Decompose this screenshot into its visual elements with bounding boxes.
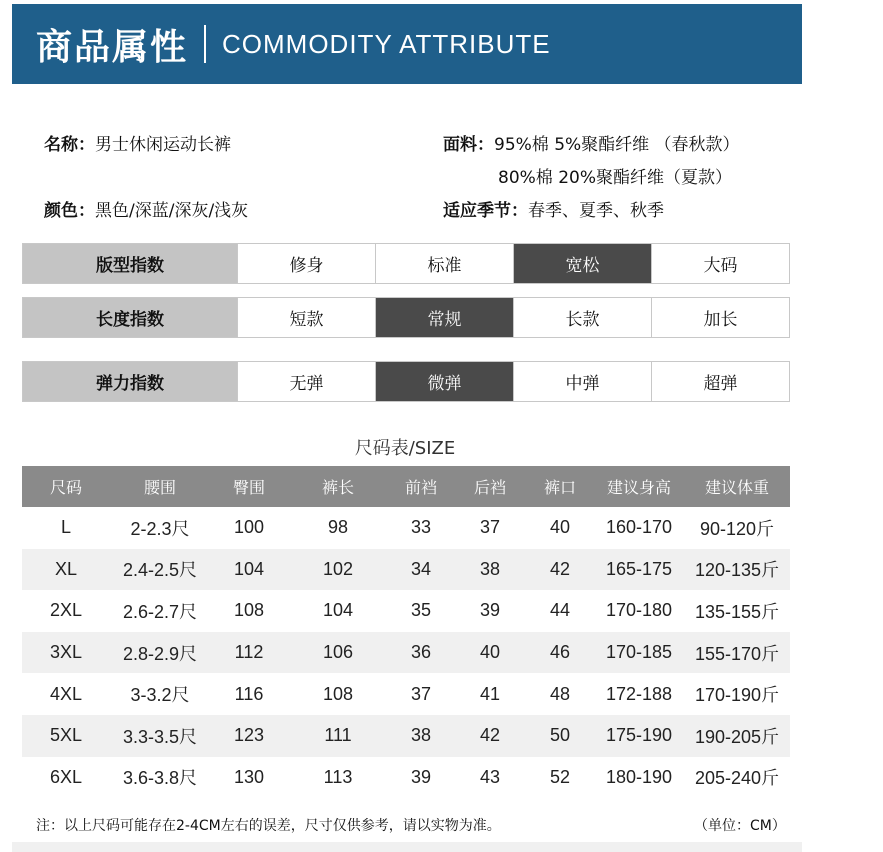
- table-cell: 5XL: [22, 715, 110, 757]
- index-option: 中弹: [513, 362, 651, 401]
- header-title-cn: 商品属性: [36, 26, 189, 68]
- table-cell: 42: [454, 715, 526, 757]
- table-cell: 6XL: [22, 757, 110, 799]
- table-cell: 123: [210, 715, 288, 757]
- table-cell: 108: [210, 590, 288, 632]
- table-cell: 170-180: [594, 590, 684, 632]
- table-cell: 172-188: [594, 673, 684, 715]
- table-cell: 42: [526, 549, 594, 591]
- table-cell: 44: [526, 590, 594, 632]
- table-cell: 3-3.2尺: [110, 673, 210, 715]
- table-row: [22, 757, 790, 799]
- index-row: [22, 297, 790, 338]
- table-cell: 2.8-2.9尺: [110, 632, 210, 674]
- table-cell: 135-155斤: [684, 590, 790, 632]
- size-table-header-cell: 尺码: [22, 466, 110, 507]
- footer-unit: （单位：CM）: [694, 818, 786, 834]
- table-cell: 155-170斤: [684, 632, 790, 674]
- table-row: [22, 715, 790, 757]
- table-cell: L: [22, 507, 110, 549]
- index-option: 无弹: [237, 362, 375, 401]
- footer-note: 注：以上尺码可能存在2-4CM左右的误差，尺寸仅供参考，请以实物为准。: [36, 818, 501, 834]
- size-table-title: 尺码表/SIZE: [354, 438, 456, 459]
- table-cell: 40: [454, 632, 526, 674]
- table-cell: 39: [454, 590, 526, 632]
- table-cell: 180-190: [594, 757, 684, 799]
- table-cell: 33: [388, 507, 454, 549]
- index-option: 短款: [237, 298, 375, 337]
- table-cell: 35: [388, 590, 454, 632]
- table-cell: 108: [288, 673, 388, 715]
- index-row: [22, 361, 790, 402]
- index-option: 标准: [375, 244, 513, 283]
- size-table-header-cell: 腰围: [110, 466, 210, 507]
- table-cell: 37: [388, 673, 454, 715]
- table-cell: 39: [388, 757, 454, 799]
- table-cell: 50: [526, 715, 594, 757]
- index-row-label: 弹力指数: [23, 362, 237, 401]
- table-cell: 38: [388, 715, 454, 757]
- table-cell: 2-2.3尺: [110, 507, 210, 549]
- table-cell: 90-120斤: [684, 507, 790, 549]
- index-option-selected: 常规: [375, 298, 513, 337]
- table-cell: 4XL: [22, 673, 110, 715]
- index-option: 修身: [237, 244, 375, 283]
- table-row: [22, 507, 790, 549]
- index-option: 超弹: [651, 362, 789, 401]
- header-banner: [12, 4, 802, 84]
- table-cell: 43: [454, 757, 526, 799]
- table-cell: 2.6-2.7尺: [110, 590, 210, 632]
- table-cell: 38: [454, 549, 526, 591]
- table-cell: 111: [288, 715, 388, 757]
- table-cell: 98: [288, 507, 388, 549]
- product-name: 名称：男士休闲运动长裤: [44, 135, 231, 155]
- index-option-selected: 宽松: [513, 244, 651, 283]
- table-cell: 3.3-3.5尺: [110, 715, 210, 757]
- index-option: 大码: [651, 244, 789, 283]
- size-table-header-cell: 建议身高: [594, 466, 684, 507]
- table-cell: 48: [526, 673, 594, 715]
- table-cell: 170-185: [594, 632, 684, 674]
- product-color: 颜色：黑色/深蓝/深灰/浅灰: [44, 201, 249, 221]
- header-title-en: COMMODITY ATTRIBUTE: [222, 28, 551, 59]
- table-cell: 170-190斤: [684, 673, 790, 715]
- table-cell: 2.4-2.5尺: [110, 549, 210, 591]
- table-cell: 102: [288, 549, 388, 591]
- table-row: [22, 590, 790, 632]
- table-cell: 175-190: [594, 715, 684, 757]
- size-table-header-cell: 臀围: [210, 466, 288, 507]
- table-cell: 40: [526, 507, 594, 549]
- index-option-selected: 微弹: [375, 362, 513, 401]
- size-table-header-cell: 裤长: [288, 466, 388, 507]
- table-cell: 3XL: [22, 632, 110, 674]
- table-cell: 36: [388, 632, 454, 674]
- table-cell: 46: [526, 632, 594, 674]
- size-table-header-cell: 裤口: [526, 466, 594, 507]
- table-row: [22, 673, 790, 715]
- table-cell: 113: [288, 757, 388, 799]
- table-cell: 52: [526, 757, 594, 799]
- table-cell: 165-175: [594, 549, 684, 591]
- index-row-label: 版型指数: [23, 244, 237, 283]
- table-cell: 104: [288, 590, 388, 632]
- table-cell: 116: [210, 673, 288, 715]
- table-cell: 112: [210, 632, 288, 674]
- bottom-bar: [12, 842, 802, 852]
- size-table-header-cell: 建议体重: [684, 466, 790, 507]
- table-cell: 130: [210, 757, 288, 799]
- table-cell: 104: [210, 549, 288, 591]
- size-table-header: [22, 466, 790, 507]
- table-cell: XL: [22, 549, 110, 591]
- table-cell: 106: [288, 632, 388, 674]
- table-cell: 34: [388, 549, 454, 591]
- table-cell: 2XL: [22, 590, 110, 632]
- table-cell: 3.6-3.8尺: [110, 757, 210, 799]
- product-fabric: 面料：95%棉 5%聚酯纤维 （春秋款）: [443, 135, 740, 155]
- size-table-header-cell: 后裆: [454, 466, 526, 507]
- table-cell: 160-170: [594, 507, 684, 549]
- header-divider: [204, 25, 206, 63]
- index-option: 长款: [513, 298, 651, 337]
- size-table: [22, 466, 790, 798]
- table-row: [22, 632, 790, 674]
- table-cell: 205-240斤: [684, 757, 790, 799]
- table-cell: 100: [210, 507, 288, 549]
- product-fabric-line2: 80%棉 20%聚酯纤维（夏款）: [498, 168, 732, 188]
- table-row: [22, 549, 790, 591]
- index-option: 加长: [651, 298, 789, 337]
- table-cell: 41: [454, 673, 526, 715]
- index-row-label: 长度指数: [23, 298, 237, 337]
- table-cell: 37: [454, 507, 526, 549]
- size-table-header-cell: 前裆: [388, 466, 454, 507]
- table-cell: 190-205斤: [684, 715, 790, 757]
- product-season: 适应季节：春季、夏季、秋季: [443, 201, 664, 221]
- table-cell: 120-135斤: [684, 549, 790, 591]
- index-row: [22, 243, 790, 284]
